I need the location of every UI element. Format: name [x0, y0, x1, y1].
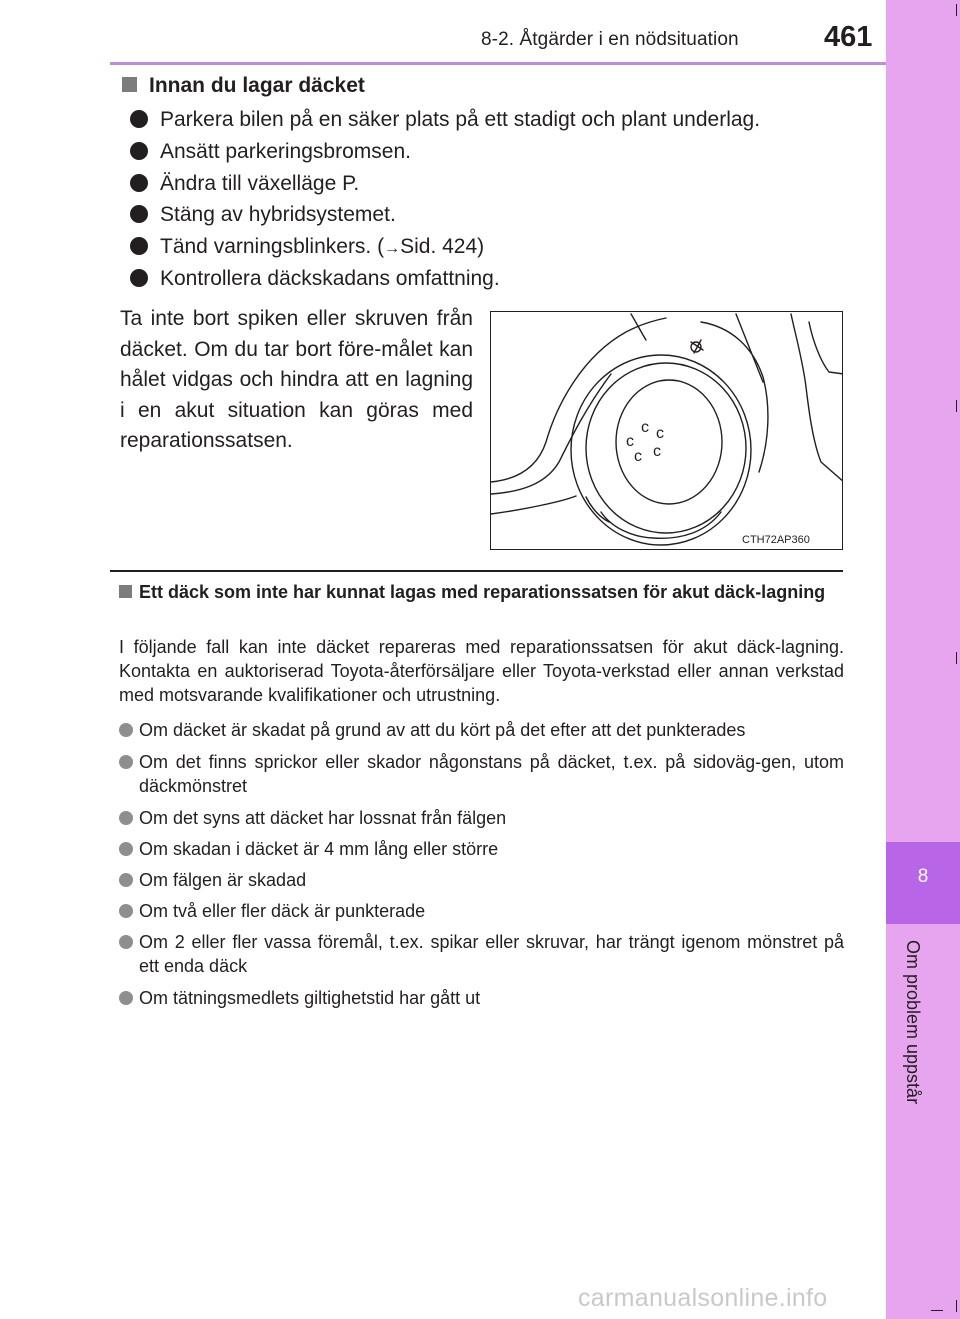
- bullet-icon: [119, 723, 133, 737]
- page-number: 461: [824, 21, 873, 53]
- list-item: Om 2 eller fler vassa föremål, t.ex. spikar eller skruvar, har trängt igenom mönstret på ett enda däck: [119, 930, 844, 978]
- bullet-icon: [119, 755, 133, 769]
- list-item: Kontrollera däckskadans omfattning.: [130, 267, 500, 291]
- tire-drawing: [491, 312, 843, 550]
- crop-mark: [956, 4, 957, 16]
- square-bullet-icon: [122, 77, 137, 92]
- paragraph: Ta inte bort spiken eller skruven från däcket. Om du tar bort före-målet kan hålet vidgas och hindra att en lagning i en akut situation kan göras med reparationssatsen.: [120, 307, 473, 452]
- bullet-icon: [119, 904, 133, 918]
- list-item: Om två eller fler däck är punkterade: [119, 899, 844, 923]
- crop-mark: [931, 1310, 943, 1311]
- list-item: Om fälgen är skadad: [119, 868, 844, 892]
- list-item: Ändra till växelläge P.: [130, 172, 359, 196]
- section-heading: Ett däck som inte har kunnat lagas med reparationssatsen för akut däck-lagning: [119, 580, 844, 605]
- header-rule: [110, 62, 886, 65]
- bullet-icon: [119, 991, 133, 1005]
- list-item: Om det finns sprickor eller skador någonstans på däcket, t.ex. på sidoväg-gen, utom däckmönstret: [119, 750, 844, 798]
- paragraph: I följande fall kan inte däcket repareras med reparationssatsen för akut däck-lagning. Kontakta en auktoriserad Toyota-återförsäljare eller Toyota-verkstad eller annan verkstad med motsvarande kvalifikationer och utrustning.: [119, 637, 844, 705]
- list-item: Ansätt parkeringsbromsen.: [130, 140, 411, 164]
- list-item: Om skadan i däcket är 4 mm lång eller större: [119, 837, 844, 861]
- list-item: Om däcket är skadat på grund av att du kört på det efter att det punkterades: [119, 718, 844, 742]
- bullet-icon: [130, 269, 148, 287]
- crop-mark: [956, 1300, 957, 1312]
- bullet-icon: [130, 174, 148, 192]
- svg-text:c: c: [634, 448, 642, 465]
- section-title: 8-2. Åtgärder i en nödsituation: [481, 29, 739, 50]
- square-bullet-icon: [119, 585, 132, 598]
- list-item: Parkera bilen på en säker plats på ett stadigt och plant underlag.: [130, 108, 760, 132]
- bullet-icon: [119, 842, 133, 856]
- bullet-icon: [130, 142, 148, 160]
- side-tab-chapter-number: 8: [917, 866, 929, 887]
- bullet-icon: [119, 935, 133, 949]
- list-item: Tänd varningsblinkers. (→Sid. 424): [130, 235, 484, 259]
- crop-mark: [956, 400, 957, 412]
- svg-text:c: c: [653, 443, 661, 460]
- section-heading: Innan du lagar däcket: [122, 74, 365, 98]
- list-item: Om tätningsmedlets giltighetstid har gått ut: [119, 986, 844, 1010]
- arrow-right-icon: →: [384, 240, 401, 257]
- crop-mark: [956, 652, 957, 664]
- bullet-icon: [119, 811, 133, 825]
- illustration-code: CTH72AP360: [742, 534, 810, 546]
- watermark: carmanualsonline.info: [578, 1284, 828, 1312]
- list-item: Om det syns att däcket har lossnat från fälgen: [119, 806, 844, 830]
- side-tab-chapter-title: Om problem uppstår: [903, 940, 923, 1105]
- list-item: Stäng av hybridsystemet.: [130, 203, 396, 227]
- bullet-icon: [130, 110, 148, 128]
- bullet-icon: [130, 205, 148, 223]
- page-reference-link[interactable]: Sid. 424): [400, 235, 485, 258]
- bullet-icon: [119, 873, 133, 887]
- svg-text:c: c: [626, 433, 634, 450]
- tire-illustration: [490, 311, 843, 550]
- section-divider: [110, 570, 843, 572]
- svg-text:c: c: [641, 419, 649, 436]
- svg-text:c: c: [656, 425, 664, 442]
- bullet-icon: [130, 237, 148, 255]
